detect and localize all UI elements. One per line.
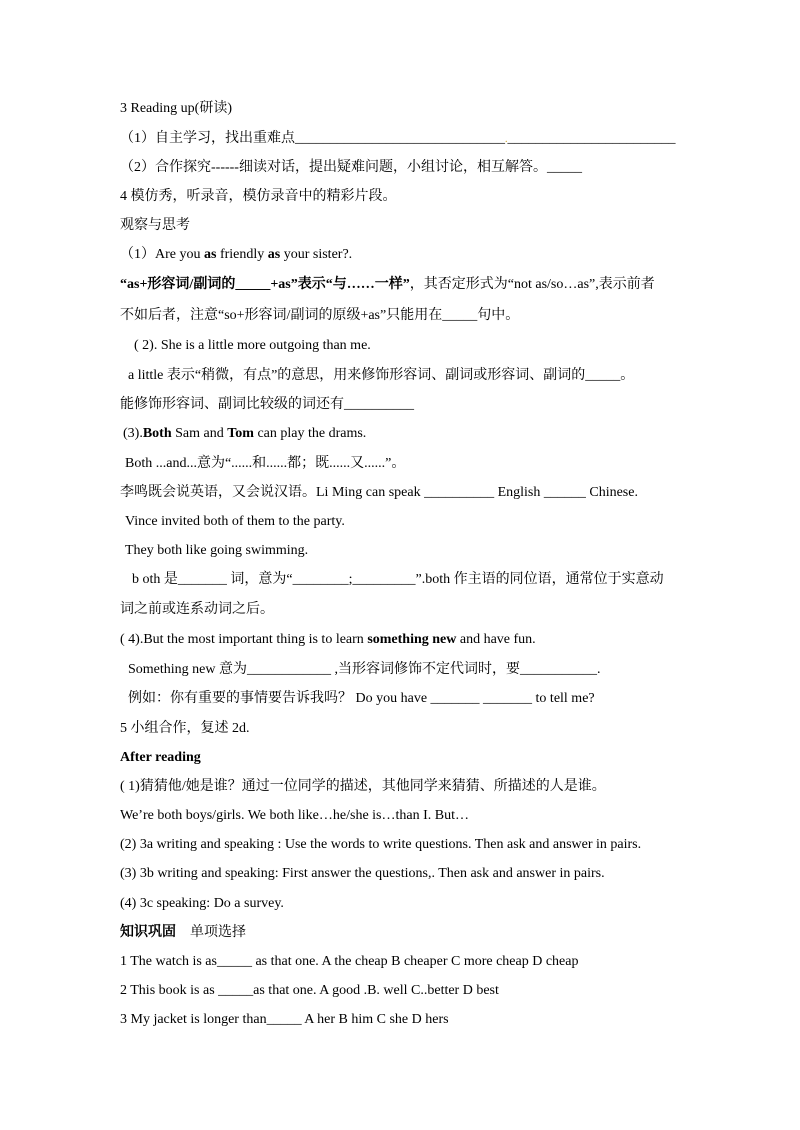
both-explanation: b oth 是_______ 词，意为“________;_________”.both 作主语的同位语，通常位于实意动 [132, 572, 664, 587]
example-3-bold-both: Both [142, 426, 172, 441]
guess-who-task: ( 1)猜猜他/她是谁？通过一位同学的描述，其他同学来猜猜、所描述的人是谁。 [120, 779, 606, 794]
example-1-text-a: （1）Are you [120, 247, 204, 262]
self-study-text: （1）自主学习，找出重难点______________________________ [120, 131, 505, 146]
task-3c: (4) 3c speaking: Do a survey. [120, 896, 284, 911]
multiple-choice-label: 单项选择 [176, 925, 246, 940]
consolidation-heading [120, 924, 246, 942]
a-little-explanation: a little 表示“稍微，有点”的意思，用来修饰形容词、副词或形容词、副词的_____。 [128, 368, 635, 383]
section-imitation: 4 模仿秀，听录音，模仿录音中的精彩片段。 [120, 189, 397, 204]
as-rule-continued: 不如后者，注意“so+形容词/副词的原级+as”只能用在_____句中。 [120, 308, 520, 323]
example-3-num: (3). [123, 426, 143, 441]
something-new-explanation: Something new 意为____________ ,当形容词修饰不定代词时，要___________. [128, 662, 601, 677]
example-4-text-b: and have fun. [456, 632, 536, 647]
as-rule-bold: “as+形容词/副词的_____+as”表示“与……一样” [120, 277, 410, 292]
guess-who-sentence: We’re both boys/girls. We both like…he/she is…than I. But… [120, 808, 469, 823]
li-ming-exercise: 李鸣既会说英语，又会说汉语。Li Ming can speak __________ English ______ Chinese. [120, 485, 638, 500]
after-reading-heading: After reading [120, 750, 201, 765]
task-3a: (2) 3a writing and speaking : Use the words to write questions. Then ask and answer in pairs. [120, 837, 642, 852]
example-3-text-b: can play the drams. [253, 426, 367, 441]
consolidation-title: 知识巩固 [120, 925, 176, 940]
vince-example: Vince invited both of them to the party. [125, 514, 345, 529]
example-4-text-a: ( 4).But the most important thing is to learn [120, 632, 368, 647]
observe-think-heading: 观察与思考 [120, 218, 190, 233]
example-1-text-b: friendly [216, 247, 268, 262]
example-2: ( 2). She is a little more outgoing than me. [134, 338, 371, 353]
important-thing-example: 例如：你有重要的事情要告诉我吗？ Do you have _______ _______ to tell me? [128, 691, 595, 706]
example-3-bold-tom: Tom [227, 426, 254, 441]
swimming-example: They both like going swimming. [125, 543, 309, 558]
self-study-line [120, 130, 676, 149]
example-3 [123, 425, 366, 443]
comparative-modifiers: 能修饰形容词、副词比较级的词还有__________ [120, 397, 414, 412]
both-explanation-continued: 词之前或连系动词之后。 [120, 602, 274, 617]
example-1-text-c: your sister?. [280, 247, 353, 262]
question-3: 3 My jacket is longer than_____ A her B him C she D hers [120, 1012, 449, 1027]
example-1 [120, 246, 352, 264]
example-4 [120, 631, 536, 649]
self-study-blank: ________________________ [507, 131, 676, 146]
question-2: 2 This book is as _____as that one. A good .B. well C..better D best [120, 983, 499, 998]
example-1-bold-as-1: as [204, 247, 217, 262]
stray-dot: . [505, 134, 508, 145]
cooperation-line: （2）合作探究------细读对话，提出疑难问题，小组讨论，相互解答。_____ [120, 160, 582, 175]
example-4-bold: something new [367, 632, 457, 647]
example-3-text-a: Sam and [171, 426, 228, 441]
question-1: 1 The watch is as_____ as that one. A the cheap B cheaper C more cheap D cheap [120, 954, 579, 969]
section-group-work: 5 小组合作，复述 2d. [120, 721, 250, 736]
example-1-bold-as-2: as [267, 247, 281, 262]
as-rule-line [120, 276, 655, 294]
both-and-explanation: Both ...and...意为“......和......都；既......又......”。 [125, 456, 406, 471]
as-rule-text: ，其否定形式为“not as/so…as”,表示前者 [409, 277, 655, 292]
section-reading-up: 3 Reading up(研读) [120, 101, 232, 116]
task-3b: (3) 3b writing and speaking: First answer the questions,. Then ask and answer in pairs. [120, 866, 605, 881]
